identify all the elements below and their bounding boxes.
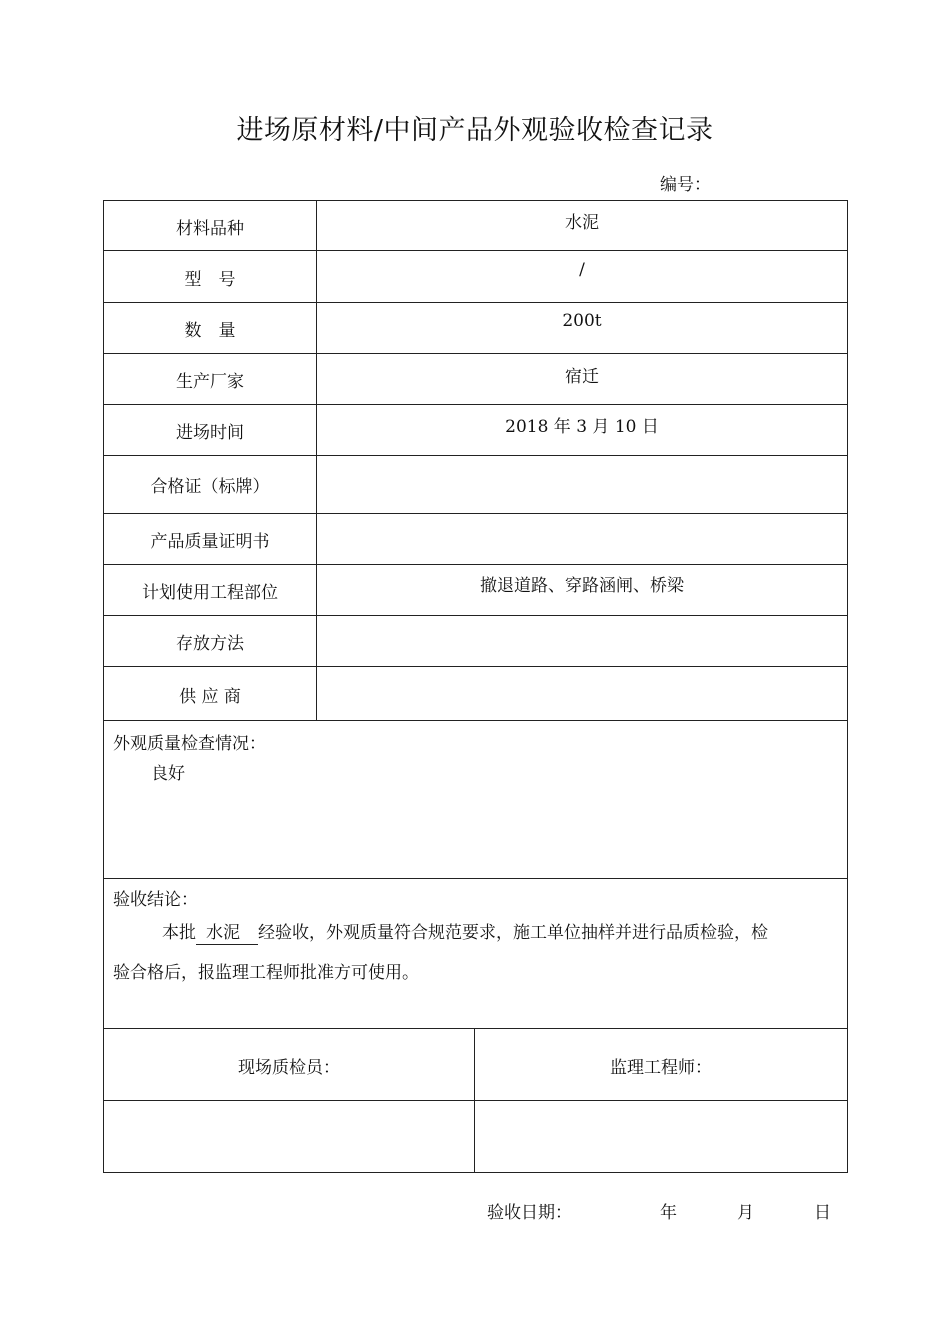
row-value-planned-use: 撤退道路、穿路涵闸、桥梁 bbox=[480, 576, 684, 596]
row-label-material-type: 材料品种 bbox=[176, 219, 244, 239]
row-label-manufacturer: 生产厂家 bbox=[176, 372, 244, 392]
row-divider bbox=[104, 353, 847, 354]
row-divider bbox=[104, 666, 847, 667]
row-value-entry-time: 2018 年 3 月 10 日 bbox=[505, 417, 659, 437]
row-value-quantity: 200t bbox=[562, 311, 602, 331]
column-divider bbox=[474, 1028, 475, 1172]
appearance-check-result: 良好 bbox=[151, 764, 185, 784]
acceptance-date-day: 日 bbox=[814, 1203, 831, 1223]
engineer-signature-label: 监理工程师： bbox=[610, 1058, 712, 1078]
conclusion-label: 验收结论： bbox=[113, 890, 198, 910]
row-value-manufacturer: 宿迁 bbox=[565, 367, 599, 387]
row-divider bbox=[104, 720, 847, 721]
row-divider bbox=[104, 878, 847, 879]
row-divider bbox=[104, 404, 847, 405]
conclusion-material: 水泥 bbox=[196, 922, 258, 945]
row-label-quality-certificate: 产品质量证明书 bbox=[150, 532, 270, 552]
row-divider bbox=[104, 455, 847, 456]
acceptance-date-month: 月 bbox=[737, 1203, 754, 1223]
conclusion-text bbox=[113, 913, 843, 993]
row-divider bbox=[104, 302, 847, 303]
row-label-entry-time: 进场时间 bbox=[176, 423, 244, 443]
row-label-quantity: 数 量 bbox=[184, 321, 236, 341]
acceptance-date-year: 年 bbox=[660, 1203, 677, 1223]
inspector-signature-label: 现场质检员： bbox=[238, 1058, 340, 1078]
row-divider bbox=[104, 615, 847, 616]
row-divider bbox=[104, 250, 847, 251]
conclusion-line1-rest: 经验收，外观质量符合规范要求，施工单位抽样并进行品质检验，检 bbox=[258, 923, 768, 943]
appearance-check-label: 外观质量检查情况： bbox=[113, 734, 266, 754]
row-divider bbox=[104, 1028, 847, 1029]
row-label-certificate: 合格证（标牌） bbox=[150, 477, 270, 497]
row-label-storage-method: 存放方法 bbox=[176, 634, 244, 654]
row-label-planned-use: 计划使用工程部位 bbox=[142, 583, 278, 603]
row-divider bbox=[104, 564, 847, 565]
row-divider bbox=[104, 1100, 847, 1101]
conclusion-prefix: 本批 bbox=[162, 923, 196, 943]
conclusion-line-1 bbox=[113, 913, 843, 953]
acceptance-date-label: 验收日期： bbox=[487, 1203, 572, 1223]
row-label-supplier: 供 应 商 bbox=[179, 687, 241, 707]
row-value-material-type: 水泥 bbox=[565, 213, 599, 233]
row-label-model: 型 号 bbox=[184, 270, 236, 290]
row-value-model: / bbox=[579, 260, 585, 280]
conclusion-line-2: 验合格后，报监理工程师批准方可使用。 bbox=[113, 963, 419, 983]
page-title: 进场原材料/中间产品外观验收检查记录 bbox=[236, 115, 714, 146]
doc-number-label: 编号： bbox=[660, 175, 711, 195]
row-divider bbox=[104, 513, 847, 514]
